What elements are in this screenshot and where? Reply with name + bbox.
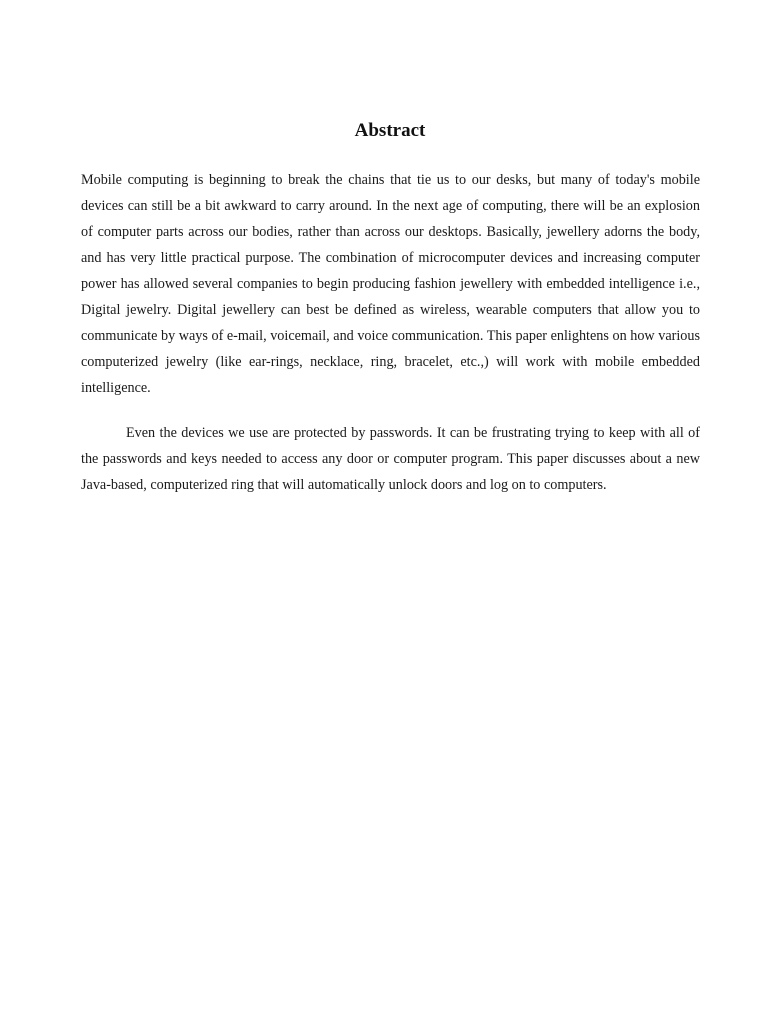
abstract-paragraph-1: Mobile computing is beginning to break the chains that tie us to our desks, but many of today's mobile devices can still be a bit awkward to carry around. In the next age of computing, there will be an explosion of computer parts across our bodies, rather than across our desktops. Basically, jewellery adorns the body, and has very little practical purpose. The combination of microcomputer devices and increasing computer power has allowed several companies to begin producing fashion jewellery with embedded intelligence i.e., Digital jewelry. Digital jewellery can best be defined as wireless, wearable computers that allow you to communicate by ways of e-mail, voicemail, and voice communication. This paper enlightens on how various computerized jewelry (like ear-rings, necklace, ring, bracelet, etc.,) will work with mobile embedded intelligence. (81, 172, 700, 396)
page-title: Abstract (354, 120, 426, 141)
abstract-paragraph-2: Even the devices we use are protected by passwords. It can be frustrating trying to keep with all of the passwords and keys needed to access any door or computer program. This paper discusses about a new Java-based, computerized ring that will automatically unlock doors and log on to computers. (81, 425, 700, 493)
